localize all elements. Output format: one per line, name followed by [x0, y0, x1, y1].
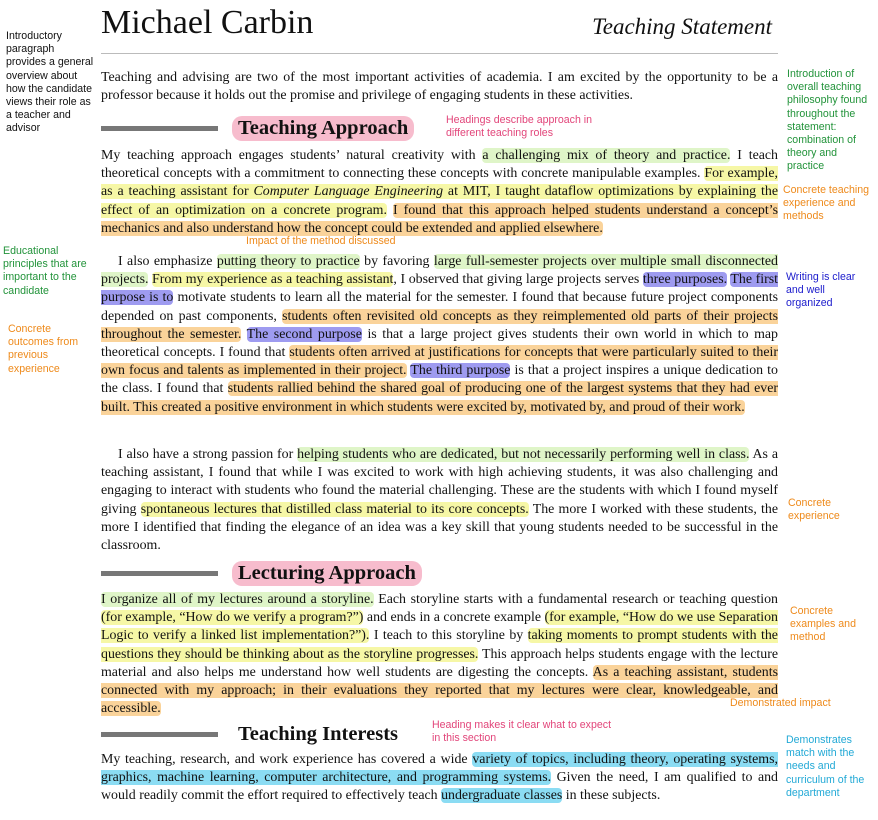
text-run: is that a large project gives students their own world in which to map theoretical concepts. I found that	[101, 326, 778, 361]
highlight-green: large full-semester projects over multiple small disconnected projects.	[101, 254, 778, 288]
highlight-green: putting theory to practice	[216, 254, 360, 269]
annotation-intro-paragraph: Introductory paragraph provides a general overview about how the candidate views their role as a teacher and advisor	[6, 30, 94, 135]
course-title: Computer Language Engineering	[253, 184, 444, 200]
document-type: Teaching Statement	[592, 14, 772, 39]
teaching-approach-paragraph-3	[101, 446, 778, 555]
highlight-yellow: (for example, “How do we verify a program?”)	[101, 610, 364, 626]
heading-text: Lecturing Approach	[232, 561, 422, 586]
annotation-heading-clear: Heading makes it clear what to expect in this section	[432, 719, 612, 745]
annotation-demonstrates-match: Demonstrates match with the needs and curriculum of the department	[786, 734, 865, 799]
teaching-approach-paragraph-1	[101, 147, 778, 238]
highlight-orange: As a teaching assistant, students connected with my approach; in their evaluations they reported that my lectures were clear, knowledgeable, and accessible.	[101, 664, 778, 717]
highlight-orange: students often revisited old concepts as they reimplemented old parts of their projects throughout the semester.	[101, 308, 779, 342]
highlight-green: a challenging mix of theory and practice.	[482, 148, 731, 163]
annotation-writing-clear: Writing is clear and well organized	[786, 271, 856, 310]
annotation-concrete-examples: Concrete examples and method	[790, 605, 856, 644]
teaching-interests-paragraph	[101, 751, 778, 806]
heading-bar	[101, 571, 218, 576]
heading-bar	[101, 126, 218, 131]
highlight-blue: undergraduate classes	[441, 788, 563, 804]
section-heading-lecturing-approach	[101, 558, 422, 588]
annotation-impact-discussed: Impact of the method discussed	[246, 235, 396, 247]
highlight-green: helping students who are dedicated, but not necessarily performing well in class.	[297, 447, 750, 462]
highlight-yellow: spontaneous lectures that distilled class material to its core concepts.	[140, 501, 529, 517]
intro-text: Teaching and advising are two of the most important activities of academia. I am excited by the opportunity to be a professor because it holds out the promise and privilege of engaging students in these activities.	[101, 70, 778, 104]
text-run: is that a project inspires a unique dedication to the class. I found that	[101, 363, 778, 397]
heading-text: Teaching Interests	[238, 722, 399, 745]
annotation-educational-principles: Educational principles that are important to the candidate	[3, 245, 87, 297]
text-run: This approach helps students engage with the lecture material and also helps me understand how well students are digesting the concepts.	[101, 646, 778, 680]
header-divider	[101, 53, 778, 54]
lecturing-approach-paragraph	[101, 591, 778, 718]
text-run: in these subjects.	[562, 788, 661, 804]
highlight-orange: students rallied behind the shared goal of producing one of the largest systems that they had ever built. This created a positive environment in which students were excited by, motivated by, and proud of their work.	[101, 381, 778, 415]
highlight-blue: variety of topics, including theory, operating systems, graphics, machine learning, computer architecture, and programming systems.	[101, 752, 778, 786]
text-run: and ends in a concrete example	[363, 610, 545, 626]
text-run: motivate students to learn all the material for the semester. I found that because future project components depended on past components,	[101, 290, 778, 324]
annotation-headings-describe: Headings describe approach in different teaching roles	[446, 114, 593, 140]
author-name: Michael Carbin	[101, 4, 314, 41]
text-run: , I observed that giving large projects serves	[393, 272, 643, 288]
highlight-orange: students often arrived at justifications for concepts that were particularly suited to their own focus and talents as implemented in their project.	[101, 345, 778, 379]
text-run: I teach to this storyline by	[369, 628, 528, 644]
text-run: For example, as a teaching assistant for	[101, 166, 778, 200]
text-run: Given the need, I am qualified to and would readily commit the effort required to effectively teach	[101, 770, 779, 804]
text-run: As a teaching assistant, I found that while I was excited to work with high achieving students, it was also challenging and engaging to interact with students who found the material challenging. These are the students with which I found myself giving	[101, 447, 779, 517]
text-run: The more I worked with these students, the more I identified that finding the elegance of an idea was a key skill that young students needed to be successful in the classroom.	[101, 501, 778, 554]
text-run: at MIT, I taught dataflow optimizations by explaining the effect of an optimization on a concrete program.	[101, 184, 778, 218]
section-heading-teaching-approach	[101, 113, 414, 143]
heading-text: Teaching Approach	[232, 116, 414, 141]
text-run: My teaching, research, and work experience has covered a wide	[101, 752, 473, 767]
annotation-concrete-teaching-experience: Concrete teaching experience and methods	[783, 184, 869, 223]
text-run: by favoring	[359, 254, 434, 269]
annotation-concrete-experience: Concrete experience	[788, 497, 840, 523]
annotation-overall-philosophy: Introduction of overall teaching philosophy found throughout the statement: combination of theory and practice	[787, 68, 868, 173]
highlight-purple: The first purpose is to	[101, 272, 778, 306]
highlight-yellow: taking moments to prompt students with the questions they should be thinking about as the storyline progresses.	[101, 628, 778, 662]
annotation-concrete-outcomes: Concrete outcomes from previous experience	[8, 323, 79, 375]
text-run: I also have a strong passion for	[118, 447, 298, 462]
highlight-purple: The second purpose	[246, 326, 362, 342]
section-heading-teaching-interests	[101, 719, 404, 749]
highlight-purple: The third purpose	[410, 363, 511, 379]
teaching-approach-paragraph-2	[101, 253, 778, 417]
text-run: I teach theoretical concepts with a commitment to connecting these concepts with concrete manipulable examples.	[101, 148, 779, 182]
text-run: My teaching approach engages students’ natural creativity with	[101, 148, 483, 163]
highlight-orange: I found that this approach helped students understand a concept’s mechanics and also understand how the concept could be extended and applied elsewhere.	[101, 202, 778, 236]
highlight-yellow: From my experience as a teaching assistant	[152, 272, 394, 288]
highlight-yellow: (for example, “How do we use Separation Logic to verify a linked list implementation?”).	[101, 610, 779, 644]
text-run	[241, 327, 246, 342]
highlight-purple: three purposes.	[642, 272, 728, 288]
text-run: Each storyline starts with a fundamental research or teaching question	[373, 592, 778, 607]
text-run: I also emphasize	[118, 254, 217, 269]
highlight-green: I organize all of my lectures around a storyline.	[101, 592, 374, 607]
annotation-demonstrated-impact: Demonstrated impact	[730, 697, 831, 709]
heading-bar	[101, 732, 218, 737]
intro-paragraph	[101, 69, 778, 105]
